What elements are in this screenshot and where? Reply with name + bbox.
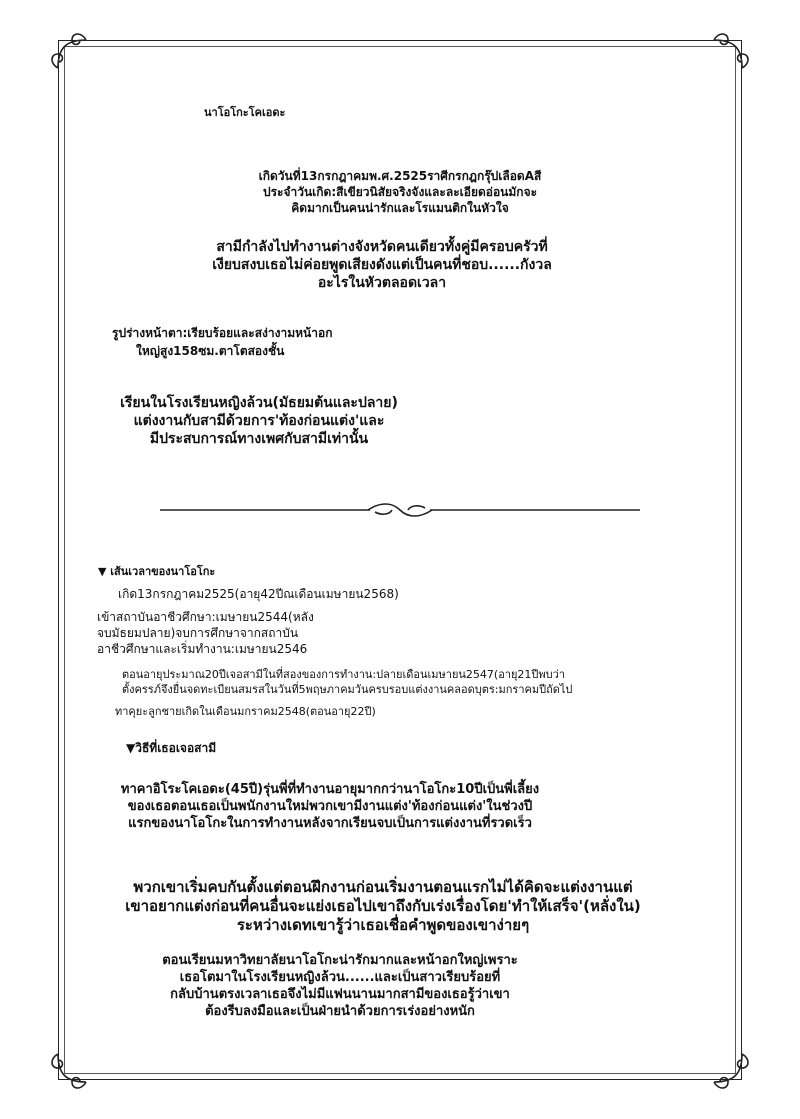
corner-ornament-top-left — [46, 28, 90, 72]
how-met-heading: ▼วิธีที่เธอเจอสามี — [126, 741, 217, 755]
how-met-para2-line-1: พวกเขาเริ่มคบกันตั้งแต่ตอนฝึกงานก่อนเริ่มงานตอนแรกไม่ได้คิดจะแต่งงานแต่ — [133, 878, 633, 896]
timeline-education-line-2: จบมัธยมปลาย)จบการศึกษาจากสถาบัน — [97, 626, 299, 640]
timeline-education-line-1: เข้าสถาบันอาชีวศึกษา:เมษายน2544(หลัง — [97, 610, 314, 624]
profile-school-line-1: เรียนในโรงเรียนหญิงล้วน(มัธยมต้นและปลาย) — [120, 395, 398, 411]
ornamental-divider — [160, 500, 640, 520]
profile-birth-line-3: คิดมากเป็นคนน่ารักและโรแมนติกในหัวใจ — [291, 201, 509, 215]
profile-appearance-line-2: ใหญ่สูง158ซม.ตาโตสองชั้น — [136, 344, 285, 358]
how-met-para3-line-4: ต้องรีบลงมือและเป็นฝ่ายนำด้วยการเร่งอย่างหนัก — [205, 1004, 475, 1019]
timeline-meeting-line-2: ตั้งครรภ์จึงยื่นจดทะเบียนสมรสในวันที่5พฤษภาคมวันครบรอบแต่งงานคลอดบุตร:มกราคมปีถัดไป — [122, 683, 573, 696]
how-met-para2-line-2: เขาอยากแต่งก่อนที่คนอื่นจะแย่งเธอไปเขาถึงกับเร่งเรื่องโดย'ทำให้เสร็จ'(หลั่งใน) — [125, 897, 641, 915]
how-met-para2-line-3: ระหว่างเดทเขารู้ว่าเธอเชื่อคำพูดของเขาง่ายๆ — [236, 916, 530, 934]
corner-ornament-top-right — [710, 28, 754, 72]
profile-husband-line-1: สามีกำลังไปทำงานต่างจังหวัดคนเดียวทั้งคู่มีครอบครัวที่ — [216, 239, 548, 255]
how-met-para3-line-3: กลับบ้านตรงเวลาเธอจึงไม่มีแฟนนานมากสามีของเธอรู้ว่าเขา — [170, 987, 510, 1002]
how-met-para3-line-2: เธอโตมาในโรงเรียนหญิงล้วน......และเป็นสาวเรียบร้อยที่ — [179, 970, 501, 985]
profile-appearance-line-1: รูปร่างหน้าตา:เรียบร้อยและสง่างามหน้าอก — [112, 326, 333, 340]
profile-birth-line-1: เกิดวันที่13กรกฎาคมพ.ศ.2525ราศีกรกฎกรุ๊ปเลือดAสี — [258, 169, 542, 183]
timeline-heading: ▼ เส้นเวลาของนาโอโกะ — [98, 565, 216, 578]
profile-husband-line-3: อะไรในหัวตลอดเวลา — [317, 275, 447, 291]
corner-ornament-bottom-left — [46, 1050, 90, 1094]
timeline-son: ทาคุยะลูกชายเกิดในเดือนมกราคม2548(ตอนอายุ22ปี) — [115, 705, 376, 718]
corner-ornament-bottom-right — [710, 1050, 754, 1094]
how-met-para1-line-1: ทาคาอิโระโคเอดะ(45ปี)รุ่นพี่ที่ทำงานอายุมากกว่านาโอโกะ10ปีเป็นพี่เลี้ยง — [120, 782, 540, 797]
profile-husband-line-2: เงียบสงบเธอไม่ค่อยพูดเสียงดังแต่เป็นคนที่ชอบ......กังวล — [212, 257, 552, 273]
profile-school-line-3: มีประสบการณ์ทางเพศกับสามีเท่านั้น — [149, 431, 369, 447]
timeline-meeting-line-1: ตอนอายุประมาณ20ปีเจอสามีในที่สองของการทำงาน:ปลายเดือนเมษายน2547(อายุ21ปีพบว่า — [122, 668, 565, 681]
page-title: นาโอโกะโคเอดะ — [204, 106, 286, 119]
how-met-para1-line-2: ของเธอตอนเธอเป็นพนักงานใหม่พวกเขามีงานแต่ง'ท้องก่อนแต่ง'ในช่วงปี — [127, 799, 533, 814]
how-met-para1-line-3: แรกของนาโอโกะในการทำงานหลังจากเรียนจบเป็นการแต่งงานที่รวดเร็ว — [128, 816, 532, 831]
timeline-born: เกิด13กรกฎาคม2525(อายุ42ปีณเดือนเมษายน2568) — [118, 587, 399, 601]
timeline-education-line-3: อาชีวศึกษาและเริ่มทำงาน:เมษายน2546 — [97, 642, 308, 656]
profile-birth-line-2: ประจำวันเกิด:สีเขียวนิสัยจริงจังและละเอียดอ่อนมักจะ — [262, 185, 538, 199]
profile-school-line-2: แต่งงานกับสามีด้วยการ'ท้องก่อนแต่ง'และ — [133, 413, 385, 429]
how-met-para3-line-1: ตอนเรียนมหาวิทยาลัยนาโอโกะน่ารักมากและหน้าอกใหญ่เพราะ — [162, 953, 518, 968]
